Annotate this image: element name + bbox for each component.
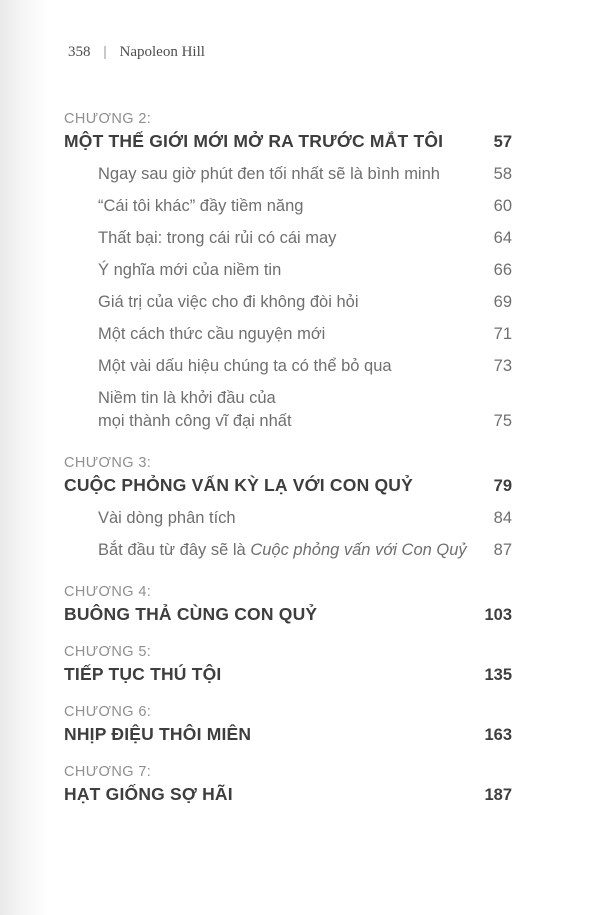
chapter-title-row (64, 784, 512, 806)
toc-item-page-number: 75 (493, 412, 512, 430)
chapter-page-number: 79 (493, 477, 512, 496)
toc-section-chapter-2 (64, 110, 512, 437)
chapter-title-row (64, 475, 512, 497)
toc-item-page-number: 71 (493, 325, 512, 343)
chapter-items (64, 158, 512, 437)
toc-section-chapter-7 (64, 763, 512, 806)
chapter-title: BUÔNG THẢ CÙNG CON QUỶ (64, 604, 318, 625)
toc-item-label: Ngay sau giờ phút đen tối nhất sẽ là bình minh (98, 165, 440, 183)
toc-item-label: Vài dòng phân tích (98, 509, 236, 527)
toc-item-label: Một cách thức cầu nguyện mới (98, 325, 326, 343)
toc-item (64, 534, 512, 566)
chapter-page-number: 187 (484, 786, 512, 805)
toc-section-chapter-5 (64, 643, 512, 686)
chapter-page-number: 163 (484, 726, 512, 745)
chapter-label: CHƯƠNG 6: (64, 704, 152, 720)
toc-item (64, 502, 512, 534)
toc-item-page-number: 84 (493, 509, 512, 527)
chapter-label: CHƯƠNG 2: (64, 111, 152, 127)
chapter-page-number: 57 (493, 133, 512, 152)
toc-item (64, 286, 512, 318)
header-separator: | (103, 44, 107, 60)
chapter-label: CHƯƠNG 3: (64, 455, 152, 471)
toc-item-label (98, 534, 467, 566)
toc-item (64, 158, 512, 190)
toc-item-label: “Cái tôi khác” đầy tiềm năng (98, 197, 304, 215)
chapter-items (64, 502, 512, 566)
toc-item-page-number: 58 (493, 165, 512, 183)
toc-section-chapter-4 (64, 583, 512, 626)
chapter-label: CHƯƠNG 7: (64, 764, 152, 780)
toc-section-chapter-6 (64, 703, 512, 746)
toc-item (64, 350, 512, 382)
toc-item-line-1: Niềm tin là khởi đầu của (98, 389, 276, 407)
chapter-title-row (64, 131, 512, 153)
toc-item-label: Thất bại: trong cái rủi có cái may (98, 229, 337, 247)
toc-item-page-number: 87 (493, 541, 512, 559)
toc-item-page-number: 60 (493, 197, 512, 215)
toc-item-label: Ý nghĩa mới của niềm tin (98, 261, 282, 279)
chapter-label: CHƯƠNG 5: (64, 644, 152, 660)
chapter-title-row (64, 664, 512, 686)
chapter-title: CUỘC PHỎNG VẤN KỲ LẠ VỚI CON QUỶ (64, 475, 413, 496)
toc-item (64, 222, 512, 254)
toc-item-page-number: 69 (493, 293, 512, 311)
toc-item (64, 254, 512, 286)
header-running-title: Napoleon Hill (119, 44, 205, 60)
chapter-title-row (64, 724, 512, 746)
toc-item (64, 318, 512, 350)
toc-item-page-number: 73 (493, 357, 512, 375)
toc-item-label: Một vài dấu hiệu chúng ta có thể bỏ qua (98, 357, 392, 375)
toc-item-page-number: 64 (493, 229, 512, 247)
toc-section-chapter-3 (64, 454, 512, 566)
toc-item-text-italic: Cuộc phỏng vấn với Con Quỷ (250, 541, 467, 559)
page-gutter-shadow (0, 0, 48, 915)
running-header (64, 44, 512, 61)
toc-item-label: Giá trị của việc cho đi không đòi hỏi (98, 293, 359, 311)
toc-item (64, 382, 512, 437)
toc-item (64, 190, 512, 222)
chapter-page-number: 103 (484, 606, 512, 625)
chapter-label: CHƯƠNG 4: (64, 584, 152, 600)
chapter-title: TIẾP TỤC THÚ TỘI (64, 664, 222, 685)
chapter-page-number: 135 (484, 666, 512, 685)
chapter-title: NHỊP ĐIỆU THÔI MIÊN (64, 724, 252, 745)
toc-item-text-regular: Bắt đầu từ đây sẽ là (98, 541, 251, 559)
chapter-title: HẠT GIỐNG SỢ HÃI (64, 784, 233, 805)
table-of-contents (64, 110, 512, 806)
header-page-number: 358 (68, 44, 91, 60)
book-page (64, 0, 512, 806)
toc-item-label (98, 387, 292, 433)
chapter-title: MỘT THẾ GIỚI MỚI MỞ RA TRƯỚC MẮT TÔI (64, 131, 444, 152)
toc-item-line-2: mọi thành công vĩ đại nhất (98, 412, 292, 430)
chapter-title-row (64, 604, 512, 626)
toc-item-page-number: 66 (493, 261, 512, 279)
